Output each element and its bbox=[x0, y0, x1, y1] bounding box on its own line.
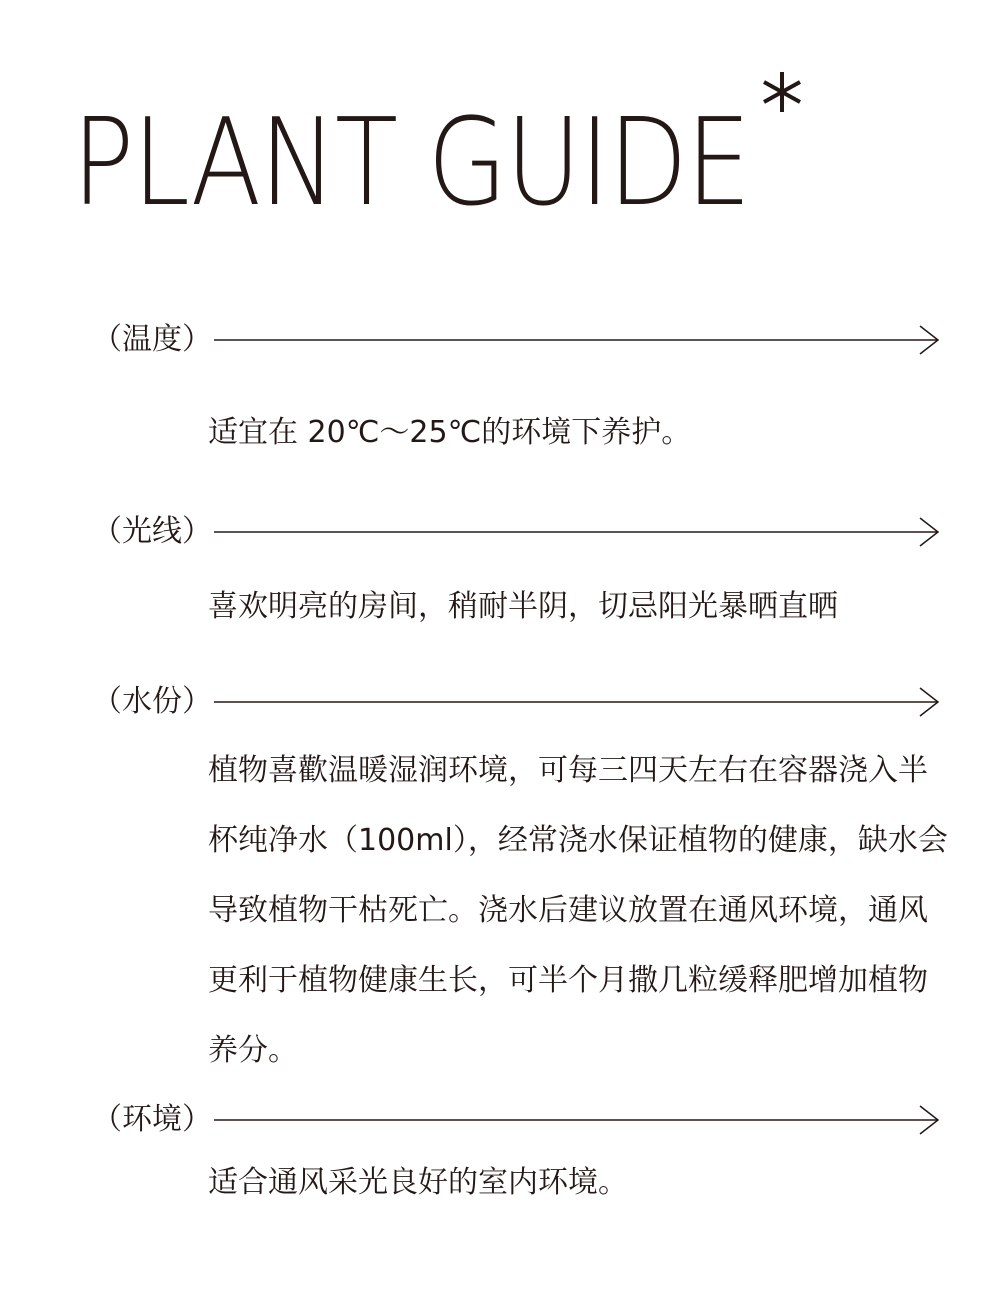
section-header-temperature bbox=[92, 320, 942, 360]
section-header-water bbox=[92, 682, 942, 722]
page-title: PLANT GUIDE bbox=[72, 94, 750, 233]
section-body-light: 喜欢明亮的房间，稍耐半阴，切忌阳光暴晒直晒 bbox=[208, 589, 838, 624]
section-label: （光线） bbox=[92, 514, 212, 549]
section-body-temperature: 适宜在 20℃～25℃的环境下养护。 bbox=[208, 415, 692, 450]
arrow-right-icon bbox=[214, 1104, 942, 1136]
section-body-environment: 适合通风采光良好的室内环境。 bbox=[208, 1165, 628, 1200]
section-header-environment bbox=[92, 1100, 942, 1140]
section-label: （温度） bbox=[92, 322, 212, 357]
asterisk-icon bbox=[760, 70, 804, 114]
section-body-water: 植物喜歡温暖湿润环境，可每三四天左右在容器浇入半杯纯净水（100ml），经常浇水保证植物的健康，缺水会导致植物干枯死亡。浇水后建议放置在通风环境，通风更利于植物健康生长，可半个月撒几粒缓释肥增加植物养分。 bbox=[208, 753, 948, 1068]
arrow-right-icon bbox=[214, 686, 942, 718]
section-header-light bbox=[92, 512, 942, 552]
arrow-right-icon bbox=[214, 324, 942, 356]
section-label: （环境） bbox=[92, 1102, 212, 1137]
arrow-right-icon bbox=[214, 516, 942, 548]
section-label: （水份） bbox=[92, 684, 212, 719]
